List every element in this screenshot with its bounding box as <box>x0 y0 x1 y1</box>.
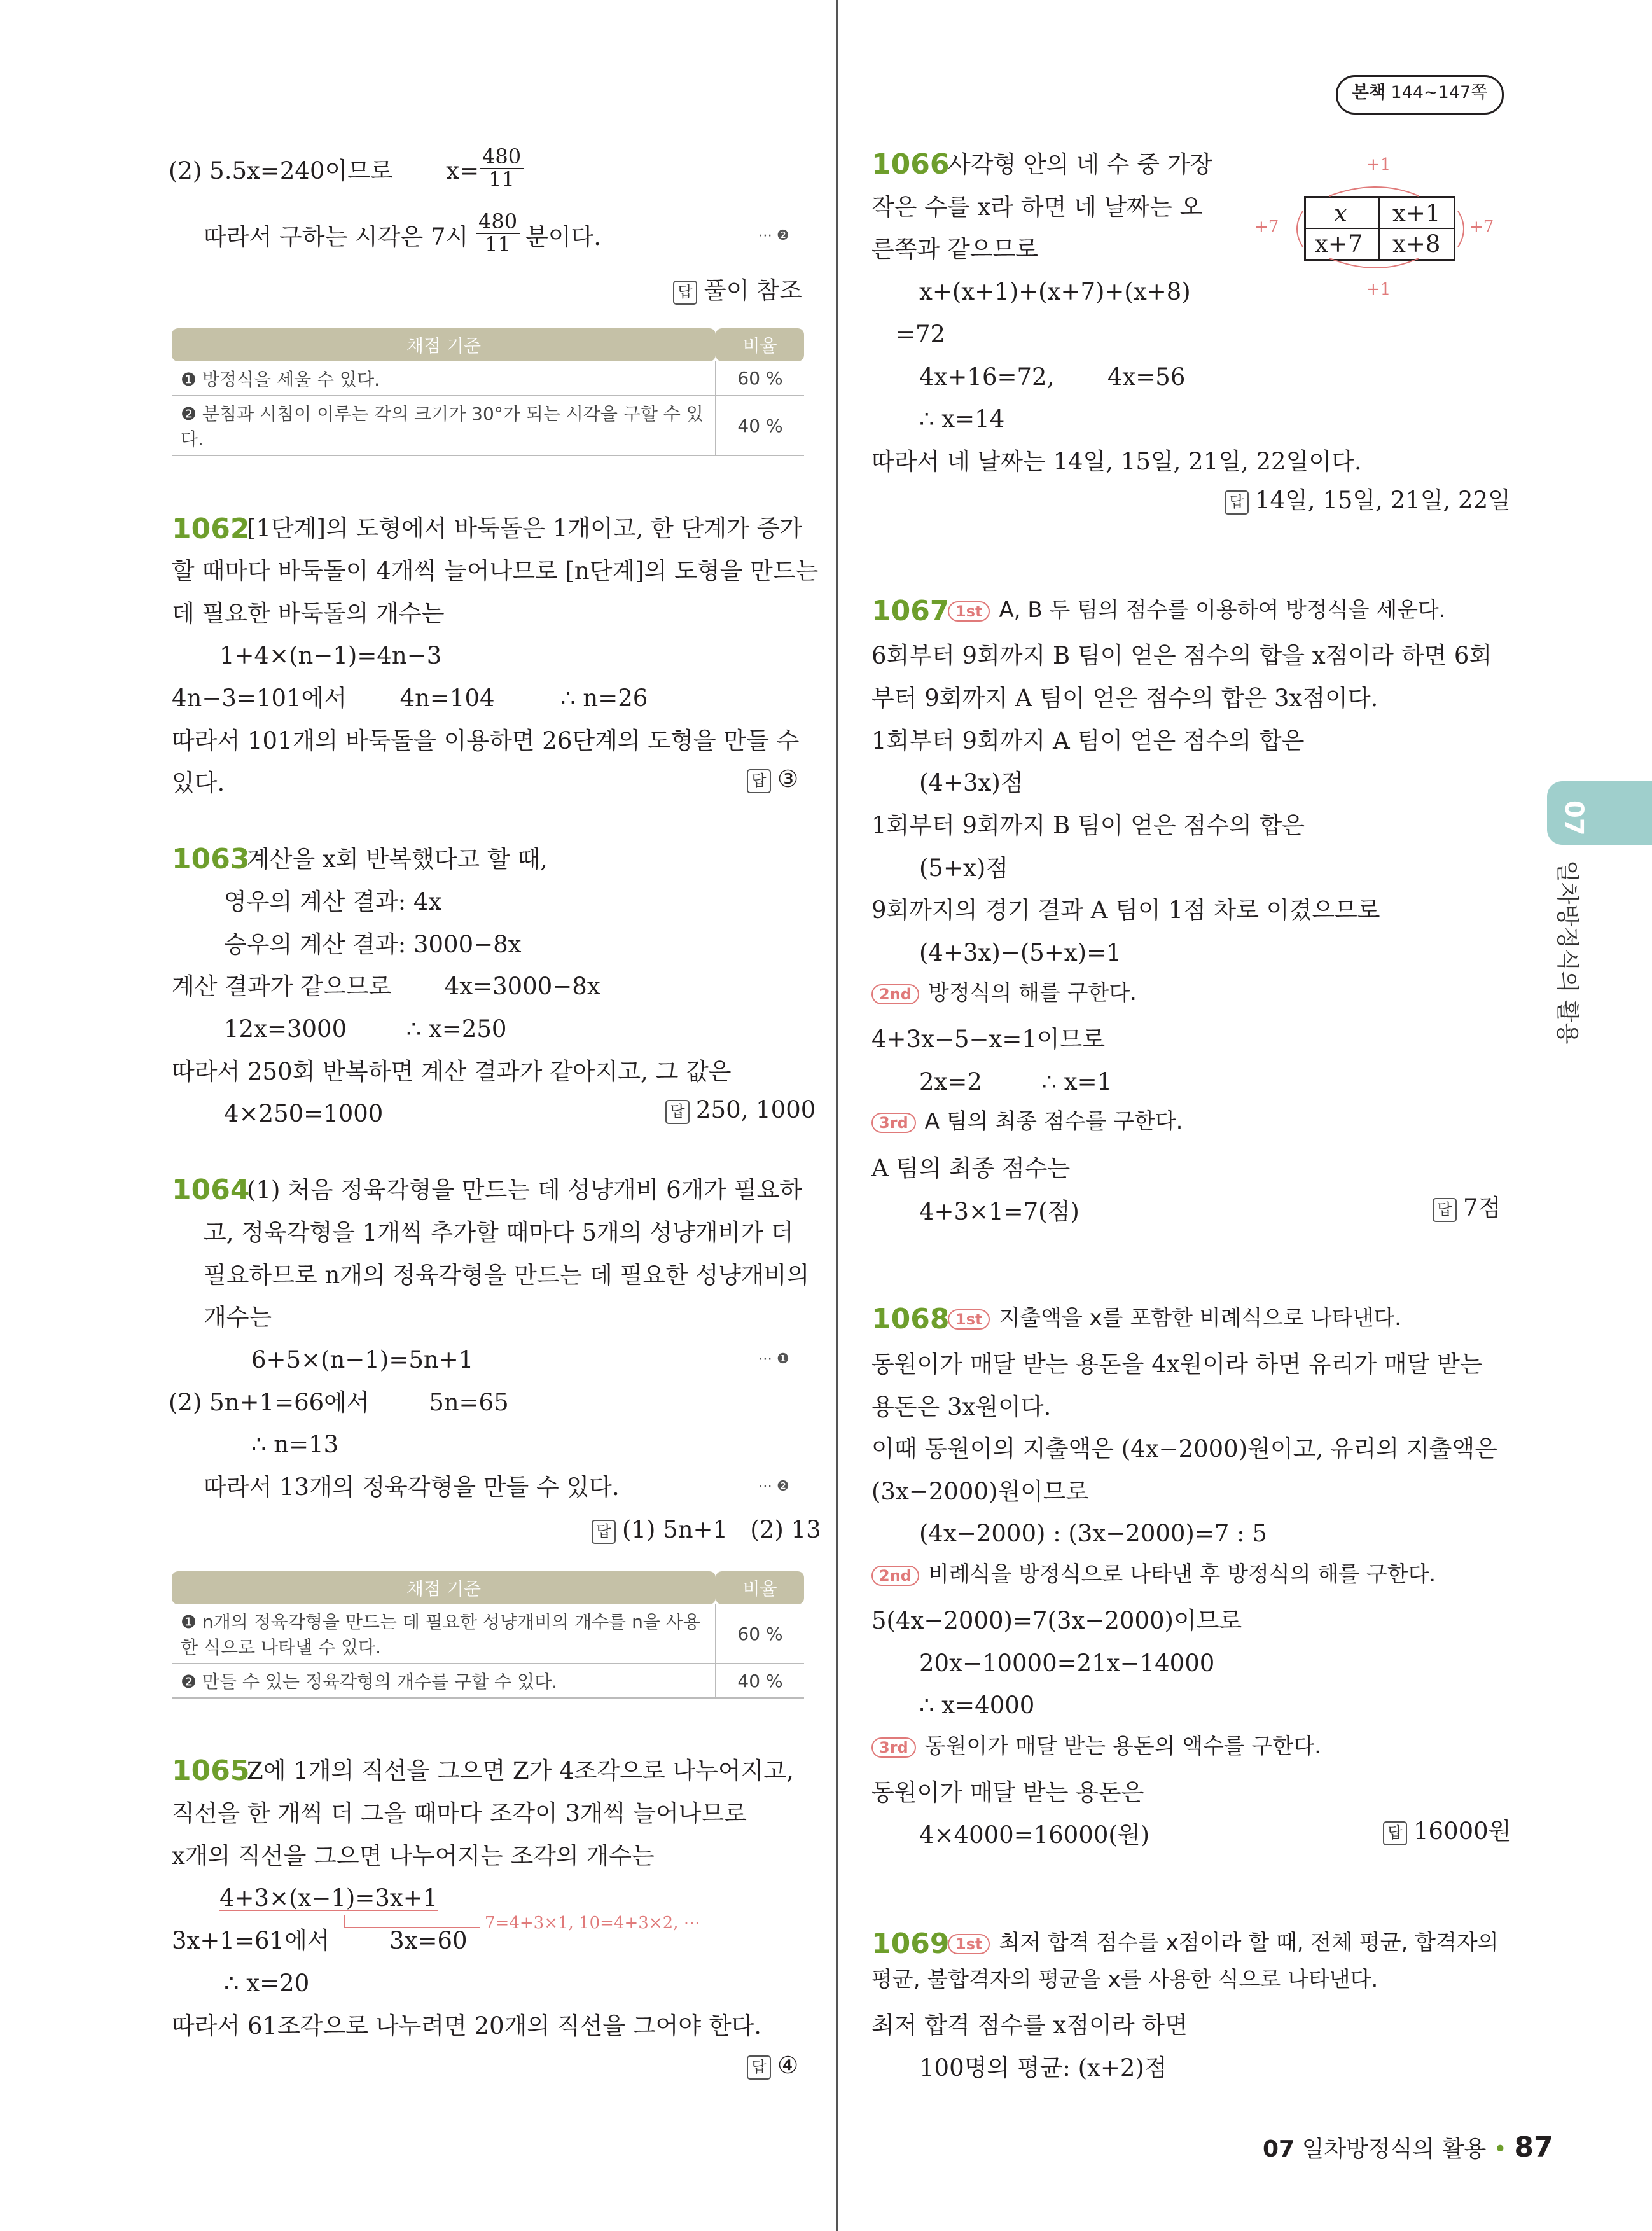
p1066-answer: 답 14일, 15일, 21일, 22일 <box>1225 489 1511 515</box>
p1068-line6: 5(4x−2000)=7(3x−2000)이므로 <box>871 1607 1242 1634</box>
p1063-line6: 따라서 250회 반복하면 계산 결과가 같아지고, 그 값은 <box>172 1058 732 1085</box>
p1062-answer: 답 ③ <box>747 767 798 793</box>
p1065-line5a: 3x+1=61에서 <box>172 1927 330 1954</box>
answer-icon: 답 <box>1225 490 1249 515</box>
p1062-line4: 1+4×(n−1)=4n−3 <box>219 642 442 669</box>
p1066-line2: 작은 수를 x라 하면 네 날짜는 오 <box>871 193 1203 221</box>
answer-icon: 답 <box>1383 1821 1407 1845</box>
p1064-answer: 답 (1) 5n+1 (2) 13 <box>592 1518 821 1544</box>
book-ref-label: 본책 <box>1352 83 1385 102</box>
page-footer: 07 일차방정식의 활용 • 87 <box>1263 2131 1553 2164</box>
p1066-line4: x+(x+1)+(x+7)+(x+8) <box>919 278 1191 305</box>
p1063-line4a: 계산 결과가 같으므로 <box>172 973 392 1000</box>
p1067-line5: 1회부터 9회까지 B 팀이 얻은 점수의 합은 <box>871 812 1305 839</box>
p1062-line3: 데 필요한 바둑돌의 개수는 <box>172 600 445 627</box>
p1063-line5a: 12x=3000 <box>224 1015 347 1043</box>
p1063-line3: 승우의 계산 결과: 3000−8x <box>224 931 522 958</box>
p1068-line8: ∴ x=4000 <box>919 1692 1035 1719</box>
p1067-step1: A, B 두 팀의 점수를 이용하여 방정식을 세운다. <box>999 597 1446 623</box>
problem-number-1068: 1068 <box>871 1303 950 1335</box>
p1064-line5: 6+5×(n−1)=5n+1 <box>251 1346 474 1373</box>
score-criterion: ❶ n개의 정육각형을 만드는 데 필요한 성냥개비의 개수를 n을 사용한 식으로 나타낼 수 있다. <box>172 1604 716 1664</box>
p1067-line7: 9회까지의 경기 결과 A 팀이 1점 차로 이겼으므로 <box>871 896 1380 924</box>
p1069-step1-cont: 평균, 불합격자의 평균을 x를 사용한 식으로 나타낸다. <box>871 1967 1378 1992</box>
p1065-line6: ∴ x=20 <box>224 1970 310 1997</box>
p1063-line5b: ∴ x=250 <box>406 1015 507 1043</box>
p1067-line4: (4+3x)점 <box>919 769 1024 796</box>
p1068-line9: 동원이가 매달 받는 용돈은 <box>871 1779 1144 1806</box>
grid-arrow-left-label: +7 <box>1254 218 1279 237</box>
grid-cell-x8: x+8 <box>1392 230 1441 258</box>
p1062-line5b: 4n=104 <box>399 685 495 712</box>
p1068-answer: 답 16000원 <box>1383 1819 1511 1845</box>
p1061-line2a: 따라서 구하는 시각은 7시 <box>204 223 469 251</box>
column-divider <box>836 0 838 2231</box>
grid-arrow-top-label: +1 <box>1366 155 1391 174</box>
p1063-answer: 답 250, 1000 <box>665 1098 816 1124</box>
score-ratio: 60 % <box>716 361 804 396</box>
answer-icon: 답 <box>747 769 771 793</box>
p1068-line2: 용돈은 3x원이다. <box>871 1393 1052 1421</box>
p1064-line2: 고, 정육각형을 1개씩 추가할 때마다 5개의 성냥개비가 더 <box>204 1219 794 1246</box>
p1064-line1: (1) 처음 정육각형을 만드는 데 성냥개비 6개가 필요하 <box>247 1176 803 1204</box>
answer-icon: 답 <box>747 2055 771 2080</box>
p1061-fraction-2: $\frac{480}{11}$ <box>476 211 520 255</box>
p1064-line6b: 5n=65 <box>429 1389 509 1416</box>
p1066-line8: 따라서 네 날짜는 14일, 15일, 21일, 22일이다. <box>871 448 1362 475</box>
p1065-line2: 직선을 한 개씩 더 그을 때마다 조각이 3개씩 늘어나므로 <box>172 1800 747 1827</box>
problem-number-1066: 1066 <box>871 148 950 181</box>
p1065-line7: 따라서 61조각으로 나누려면 20개의 직선을 그어야 한다. <box>172 2012 762 2040</box>
score-criterion: ❷ 만들 수 있는 정육각형의 개수를 구할 수 있다. <box>172 1664 716 1698</box>
p1067-line9: 4+3x−5−x=1이므로 <box>871 1025 1106 1053</box>
score-header-criteria: 채점 기준 <box>172 328 716 361</box>
p1068-line1: 동원이가 매달 받는 용돈을 4x원이라 하면 유리가 매달 받는 <box>871 1351 1483 1378</box>
p1065-line4: 4+3×(x−1)=3x+1 <box>219 1884 438 1912</box>
page-range: 144~147쪽 <box>1391 83 1488 102</box>
p1064-mark2: ⋯ ❷ <box>758 1478 789 1494</box>
p1067-line2: 부터 9회까지 A 팀이 얻은 점수의 합은 3x점이다. <box>871 685 1378 712</box>
problem-number-1064: 1064 <box>172 1174 250 1206</box>
p1064-line3: 필요하므로 n개의 정육각형을 만드는 데 필요한 성냥개비의 <box>204 1261 810 1289</box>
footer-title: 일차방정식의 활용 <box>1301 2136 1487 2162</box>
answer-icon: 답 <box>1433 1198 1457 1222</box>
score-header-ratio: 비율 <box>716 328 804 361</box>
p1062-line7: 있다. <box>172 769 225 796</box>
p1069-line1: 최저 합격 점수를 x점이라 하면 <box>871 2012 1188 2039</box>
problem-number-1069: 1069 <box>871 1928 950 1960</box>
p1067-line11: A 팀의 최종 점수는 <box>871 1155 1071 1182</box>
p1068-step3: 동원이가 매달 받는 용돈의 액수를 구한다. <box>924 1734 1321 1759</box>
p1067-line1: 6회부터 9회까지 B 팀이 얻은 점수의 합을 x점이라 하면 6회 <box>871 642 1492 669</box>
problem-number-1062: 1062 <box>172 513 250 545</box>
p1065-note: 7=4+3×1, 10=4+3×2, ⋯ <box>485 1914 700 1933</box>
p1064-line6a: (2) 5n+1=66에서 <box>169 1389 370 1416</box>
p1063-line4b: 4x=3000−8x <box>444 973 600 1000</box>
problem-number-1063: 1063 <box>172 843 250 875</box>
p1061-score-table <box>172 328 804 456</box>
answer-icon: 답 <box>665 1100 690 1124</box>
p1064-mark1: ⋯ ❶ <box>758 1351 789 1367</box>
problem-number-1067: 1067 <box>871 595 950 627</box>
p1069-line2: 100명의 평균: (x+2)점 <box>919 2054 1167 2082</box>
p1066-line5: =72 <box>896 321 946 348</box>
p1068-step2: 비례식을 방정식으로 나타낸 후 방정식의 해를 구한다. <box>927 1562 1436 1587</box>
p1061-answer: 답 풀이 참조 <box>673 279 802 305</box>
p1066-line3: 른쪽과 같으므로 <box>871 235 1038 263</box>
p1067-answer: 답 7점 <box>1433 1196 1501 1222</box>
p1066-line6b: 4x=56 <box>1107 363 1186 391</box>
p1062-line5c: ∴ n=26 <box>560 685 648 712</box>
p1065-answer: 답 ④ <box>747 2054 798 2080</box>
grid-arrow-right-label: +7 <box>1469 218 1494 237</box>
score-criterion: ❷ 분침과 시침이 이루는 각의 크기가 30°가 되는 시각을 구할 수 있다. <box>172 396 716 455</box>
p1068-step1: 지출액을 x를 포함한 비례식으로 나타낸다. <box>999 1305 1401 1331</box>
p1067-line3: 1회부터 9회까지 A 팀이 얻은 점수의 합은 <box>871 727 1305 754</box>
footer-chapter: 07 <box>1263 2136 1295 2162</box>
problem-number-1065: 1065 <box>172 1755 250 1787</box>
p1067-line10b: ∴ x=1 <box>1041 1068 1113 1095</box>
p1062-line5a: 4n−3=101에서 <box>172 685 347 712</box>
p1065-line3: x개의 직선을 그으면 나누어지는 조각의 개수는 <box>172 1842 655 1870</box>
p1065-line5b: 3x=60 <box>389 1927 468 1954</box>
step-3rd-badge: 3rd <box>871 1113 916 1133</box>
p1068-line10: 4×4000=16000(원) <box>919 1821 1150 1849</box>
p1063-line1: 계산을 x회 반복했다고 할 때, <box>247 845 548 873</box>
p1063-line2: 영우의 계산 결과: 4x <box>224 888 442 915</box>
score-header-criteria: 채점 기준 <box>172 1571 716 1604</box>
score-header-ratio: 비율 <box>716 1571 804 1604</box>
p1067-line10a: 2x=2 <box>919 1068 982 1095</box>
step-3rd-badge: 3rd <box>871 1737 916 1758</box>
step-1st-badge: 1st <box>948 1934 990 1954</box>
score-ratio: 40 % <box>716 396 804 455</box>
p1063-line7: 4×250=1000 <box>224 1100 384 1127</box>
step-1st-badge: 1st <box>948 1309 990 1330</box>
p1064-line4: 개수는 <box>204 1303 272 1331</box>
grid-arrow-bottom-label: +1 <box>1366 280 1391 299</box>
p1062-line6: 따라서 101개의 바둑돌을 이용하면 26단계의 도형을 만들 수 <box>172 727 800 754</box>
step-1st-badge: 1st <box>948 601 990 622</box>
p1061-x-eq: x= <box>446 157 480 184</box>
grid-cell-x1: x+1 <box>1392 200 1441 227</box>
p1064-line7: ∴ n=13 <box>251 1431 339 1458</box>
score-ratio: 60 % <box>716 1604 804 1664</box>
answer-icon: 답 <box>592 1520 616 1544</box>
p1061-mark: ⋯ ❷ <box>758 228 789 244</box>
page-reference-badge <box>1336 75 1504 115</box>
p1064-line8: 따라서 13개의 정육각형을 만들 수 있다. <box>204 1473 620 1501</box>
chapter-tab-title: 일차방정식의 활용 <box>1554 860 1580 1045</box>
p1066-line7: ∴ x=14 <box>919 405 1005 433</box>
step-2nd-badge: 2nd <box>871 984 919 1004</box>
p1067-line12: 4+3×1=7(점) <box>919 1198 1079 1225</box>
score-ratio: 40 % <box>716 1664 804 1698</box>
p1065-line1: Z에 1개의 직선을 그으면 Z가 4조각으로 나누어지고, <box>247 1757 794 1784</box>
p1067-line8: (4+3x)−(5+x)=1 <box>919 939 1121 966</box>
p1068-line3: 이때 동원이의 지출액은 (4x−2000)원이고, 유리의 지출액은 <box>871 1435 1497 1463</box>
page-number: 87 <box>1514 2131 1553 2164</box>
p1069-step1: 최저 합격 점수를 x점이라 할 때, 전체 평균, 합격자의 <box>999 1930 1499 1956</box>
p1067-step3: A 팀의 최종 점수를 구한다. <box>924 1109 1183 1134</box>
p1068-line4: (3x−2000)원이므로 <box>871 1478 1089 1505</box>
p1067-step2: 방정식의 해를 구한다. <box>927 980 1137 1006</box>
chapter-tab-number: 07 <box>1559 800 1588 836</box>
step-2nd-badge: 2nd <box>871 1566 919 1586</box>
p1061-line1: (2) 5.5x=240이므로 <box>169 157 393 184</box>
p1061-line2b: 분이다. <box>525 223 601 251</box>
p1061-fraction: $\frac{480}{11}$ <box>480 146 524 190</box>
date-grid-arrows <box>1279 165 1482 293</box>
answer-icon: 답 <box>673 281 697 305</box>
grid-cell-x7: x+7 <box>1315 230 1363 258</box>
p1062-line2: 할 때마다 바둑돌이 4개씩 늘어나므로 [n단계]의 도형을 만드는 <box>172 557 819 585</box>
grid-cell-x: x <box>1334 200 1347 227</box>
p1062-line1: [1단계]의 도형에서 바둑돌은 1개이고, 한 단계가 증가 <box>247 515 803 542</box>
p1068-line7: 20x−10000=21x−14000 <box>919 1650 1215 1677</box>
p1064-score-table <box>172 1571 804 1699</box>
p1066-line1: 사각형 안의 네 수 중 가장 <box>948 151 1213 178</box>
p1066-line6a: 4x+16=72, <box>919 363 1055 391</box>
p1067-line6: (5+x)점 <box>919 854 1009 882</box>
p1068-line5: (4x−2000) : (3x−2000)=7 : 5 <box>919 1520 1267 1547</box>
score-criterion: ❶ 방정식을 세울 수 있다. <box>172 361 716 396</box>
